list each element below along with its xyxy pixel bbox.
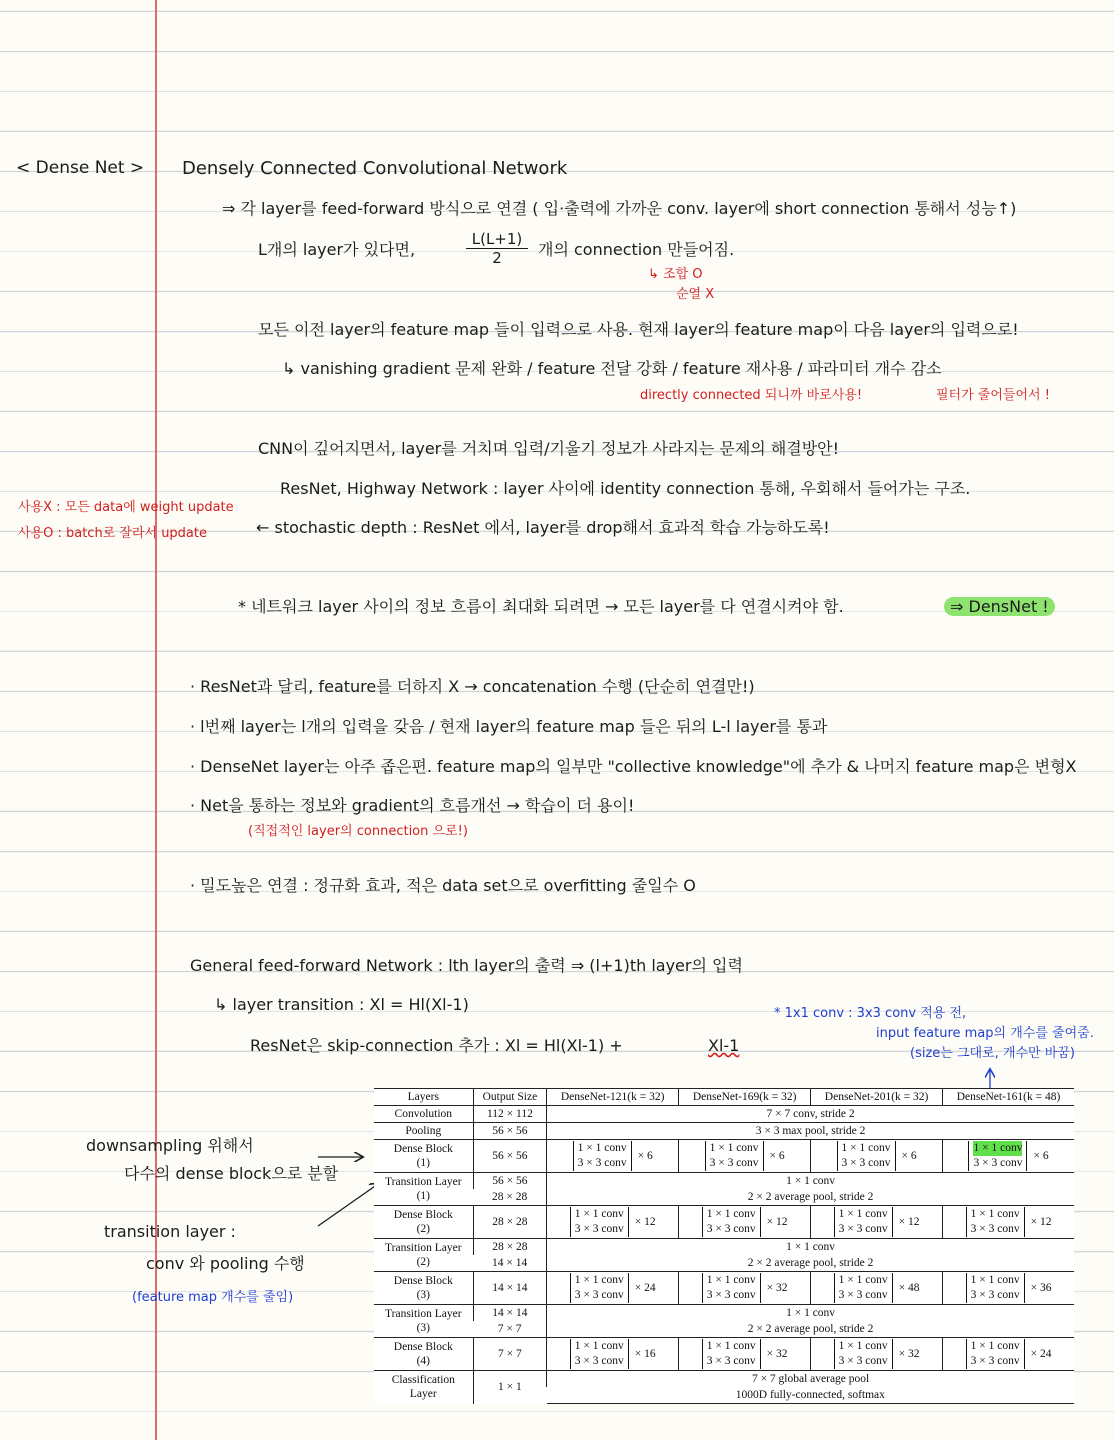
note-line: General feed-forward Network : lth layer의 출력 ⇒ (l+1)th layer의 입력 (190, 956, 743, 975)
section-subtitle: Densely Connected Convolutional Network (182, 158, 568, 179)
table-header: DenseNet-161(k = 48) (943, 1089, 1074, 1106)
table-row: Transition Layer (3) 14 × 14 1 × 1 conv (374, 1305, 1074, 1322)
table-row: Dense Block (2) 28 × 28 1 × 1 conv 3 × 3 conv × 12 1 × 1 conv 3 × 3 conv × 12 1 × 1 conv 3 × 3 conv × 12 1 × 1 conv 3 × 3 conv × 12 (374, 1206, 1074, 1239)
densenet-architecture-table (374, 1088, 1074, 1404)
arrow-to-transition-layer (318, 1184, 378, 1226)
note-line: ← stochastic depth : ResNet 에서, layer를 drop해서 효과적 학습 가능하도록! (256, 518, 830, 537)
table-row: 28 × 28 2 × 2 average pool, stride 2 (374, 1189, 1074, 1206)
note-line: 개의 connection 만들어짐. (538, 240, 735, 259)
note-line: ↳ vanishing gradient 문제 완화 / feature 전달 강화 / feature 재사용 / 파라미터 개수 감소 (282, 359, 942, 378)
bullet-item: · ResNet과 달리, feature를 더하지 X → concatenation 수행 (단순히 연결만!) (190, 677, 755, 696)
side-note: 다수의 dense block으로 분할 (124, 1164, 339, 1183)
highlighted-1x1-conv: 1 × 1 conv (973, 1142, 1023, 1154)
table-header: DenseNet-201(k = 32) (811, 1089, 943, 1106)
table-header: Layers (374, 1089, 473, 1106)
table-header-row (374, 1089, 1074, 1106)
table-row: Pooling 56 × 56 3 × 3 max pool, stride 2 (374, 1123, 1074, 1140)
table-cell: Dense Block (1) (374, 1140, 473, 1173)
red-note: 필터가 줄어들어서 ! (936, 388, 1050, 403)
note-line: L개의 layer가 있다면, (258, 240, 416, 259)
highlight-text: ⇒ DensNet ! (944, 597, 1055, 616)
red-note: (직접적인 layer의 connection 으로!) (248, 824, 468, 839)
section-title: < Dense Net > (16, 158, 145, 178)
note-line: ResNet은 skip-connection 추가 : Xl = Hl(Xl-1) + (250, 1036, 623, 1055)
table-row: Dense Block (1) 56 × 56 1 × 1 conv 3 × 3 conv × 6 1 × 1 conv 3 × 3 conv × 6 1 × 1 conv 3 × 3 conv × 6 1 × 1 conv 3 × 3 conv × 6 (374, 1140, 1074, 1173)
table-header: DenseNet-169(k = 32) (679, 1089, 811, 1106)
note-underlined: Xl-1 (708, 1036, 740, 1055)
table-row: Transition Layer (2) 28 × 28 1 × 1 conv (374, 1239, 1074, 1256)
fraction-numerator: L(L+1) (466, 230, 528, 249)
table-row: Dense Block (3) 14 × 14 1 × 1 conv 3 × 3 conv × 24 1 × 1 conv 3 × 3 conv × 32 1 × 1 conv 3 × 3 conv × 48 1 × 1 conv 3 × 3 conv × 36 (374, 1272, 1074, 1305)
table-row: Classification Layer 1 × 1 7 × 7 global average pool (374, 1371, 1074, 1388)
note-line: * 네트워크 layer 사이의 정보 흐름이 최대화 되려면 → 모든 layer를 다 연결시켜야 함. (238, 597, 844, 616)
table-header: Output Size (473, 1089, 547, 1106)
side-note: downsampling 위해서 (86, 1136, 254, 1155)
blue-note: input feature map의 개수를 줄여줌. (876, 1026, 1094, 1041)
bullet-item: · 밀도높은 연결 : 정규화 효과, 적은 data set으로 overfitting 줄일수 O (190, 876, 696, 895)
red-note: ↳ 조합 O (648, 267, 703, 282)
blue-note: * 1x1 conv : 3x3 conv 적용 전, (774, 1006, 967, 1021)
note-line: 모든 이전 layer의 feature map 들이 입력으로 사용. 현재 layer의 feature map이 다음 layer의 입력으로! (258, 320, 1019, 339)
red-note: directly connected 되니까 바로사용! (640, 388, 863, 403)
red-margin-note: 사용O : batch로 잘라서 update (18, 526, 207, 541)
blue-note: (feature map 개수를 줄임) (132, 1290, 294, 1305)
table-row: Convolution 112 × 112 7 × 7 conv, stride 2 (374, 1106, 1074, 1123)
note-line: ↳ layer transition : Xl = Hl(Xl-1) (214, 995, 469, 1014)
table-header: DenseNet-121(k = 32) (547, 1089, 679, 1106)
blue-note: (size는 그대로, 개수만 바꿈) (910, 1046, 1075, 1061)
note-line: ResNet, Highway Network : layer 사이에 identity connection 통해, 우회해서 들어가는 구조. (280, 479, 971, 498)
note-line: ⇒ 각 layer를 feed-forward 방식으로 연결 ( 입·출력에 가까운 conv. layer에 short connection 통해서 성능↑) (222, 199, 1017, 218)
side-note: conv 와 pooling 수행 (146, 1254, 305, 1273)
fraction-denominator: 2 (492, 249, 502, 267)
bullet-item: · Net을 통하는 정보와 gradient의 흐름개선 → 학습이 더 용이! (190, 796, 635, 815)
side-note: transition layer : (104, 1222, 236, 1241)
note-line: CNN이 깊어지면서, layer를 거치며 입력/기울기 정보가 사라지는 문제의 해결방안! (258, 439, 840, 458)
red-margin-note: 사용X : 모든 data에 weight update (18, 500, 234, 515)
table-row: 7 × 7 2 × 2 average pool, stride 2 (374, 1321, 1074, 1338)
table-row: 14 × 14 2 × 2 average pool, stride 2 (374, 1255, 1074, 1272)
bullet-item: · l번째 layer는 l개의 입력을 갖음 / 현재 layer의 feature map 들은 뒤의 L-l layer를 통과 (190, 717, 828, 736)
red-note: 순열 X (676, 287, 715, 302)
table-row: 1000D fully-connected, softmax (374, 1387, 1074, 1404)
bullet-item: · DenseNet layer는 아주 좁은편. feature map의 일부만 "collective knowledge"에 추가 & 나머지 feature map은 변형X (190, 757, 1077, 776)
table-row: Transition Layer (1) 56 × 56 1 × 1 conv (374, 1173, 1074, 1190)
table-row: Dense Block (4) 7 × 7 1 × 1 conv 3 × 3 conv × 16 1 × 1 conv 3 × 3 conv × 32 1 × 1 conv 3 × 3 conv × 32 1 × 1 conv 3 × 3 conv × 24 (374, 1338, 1074, 1371)
